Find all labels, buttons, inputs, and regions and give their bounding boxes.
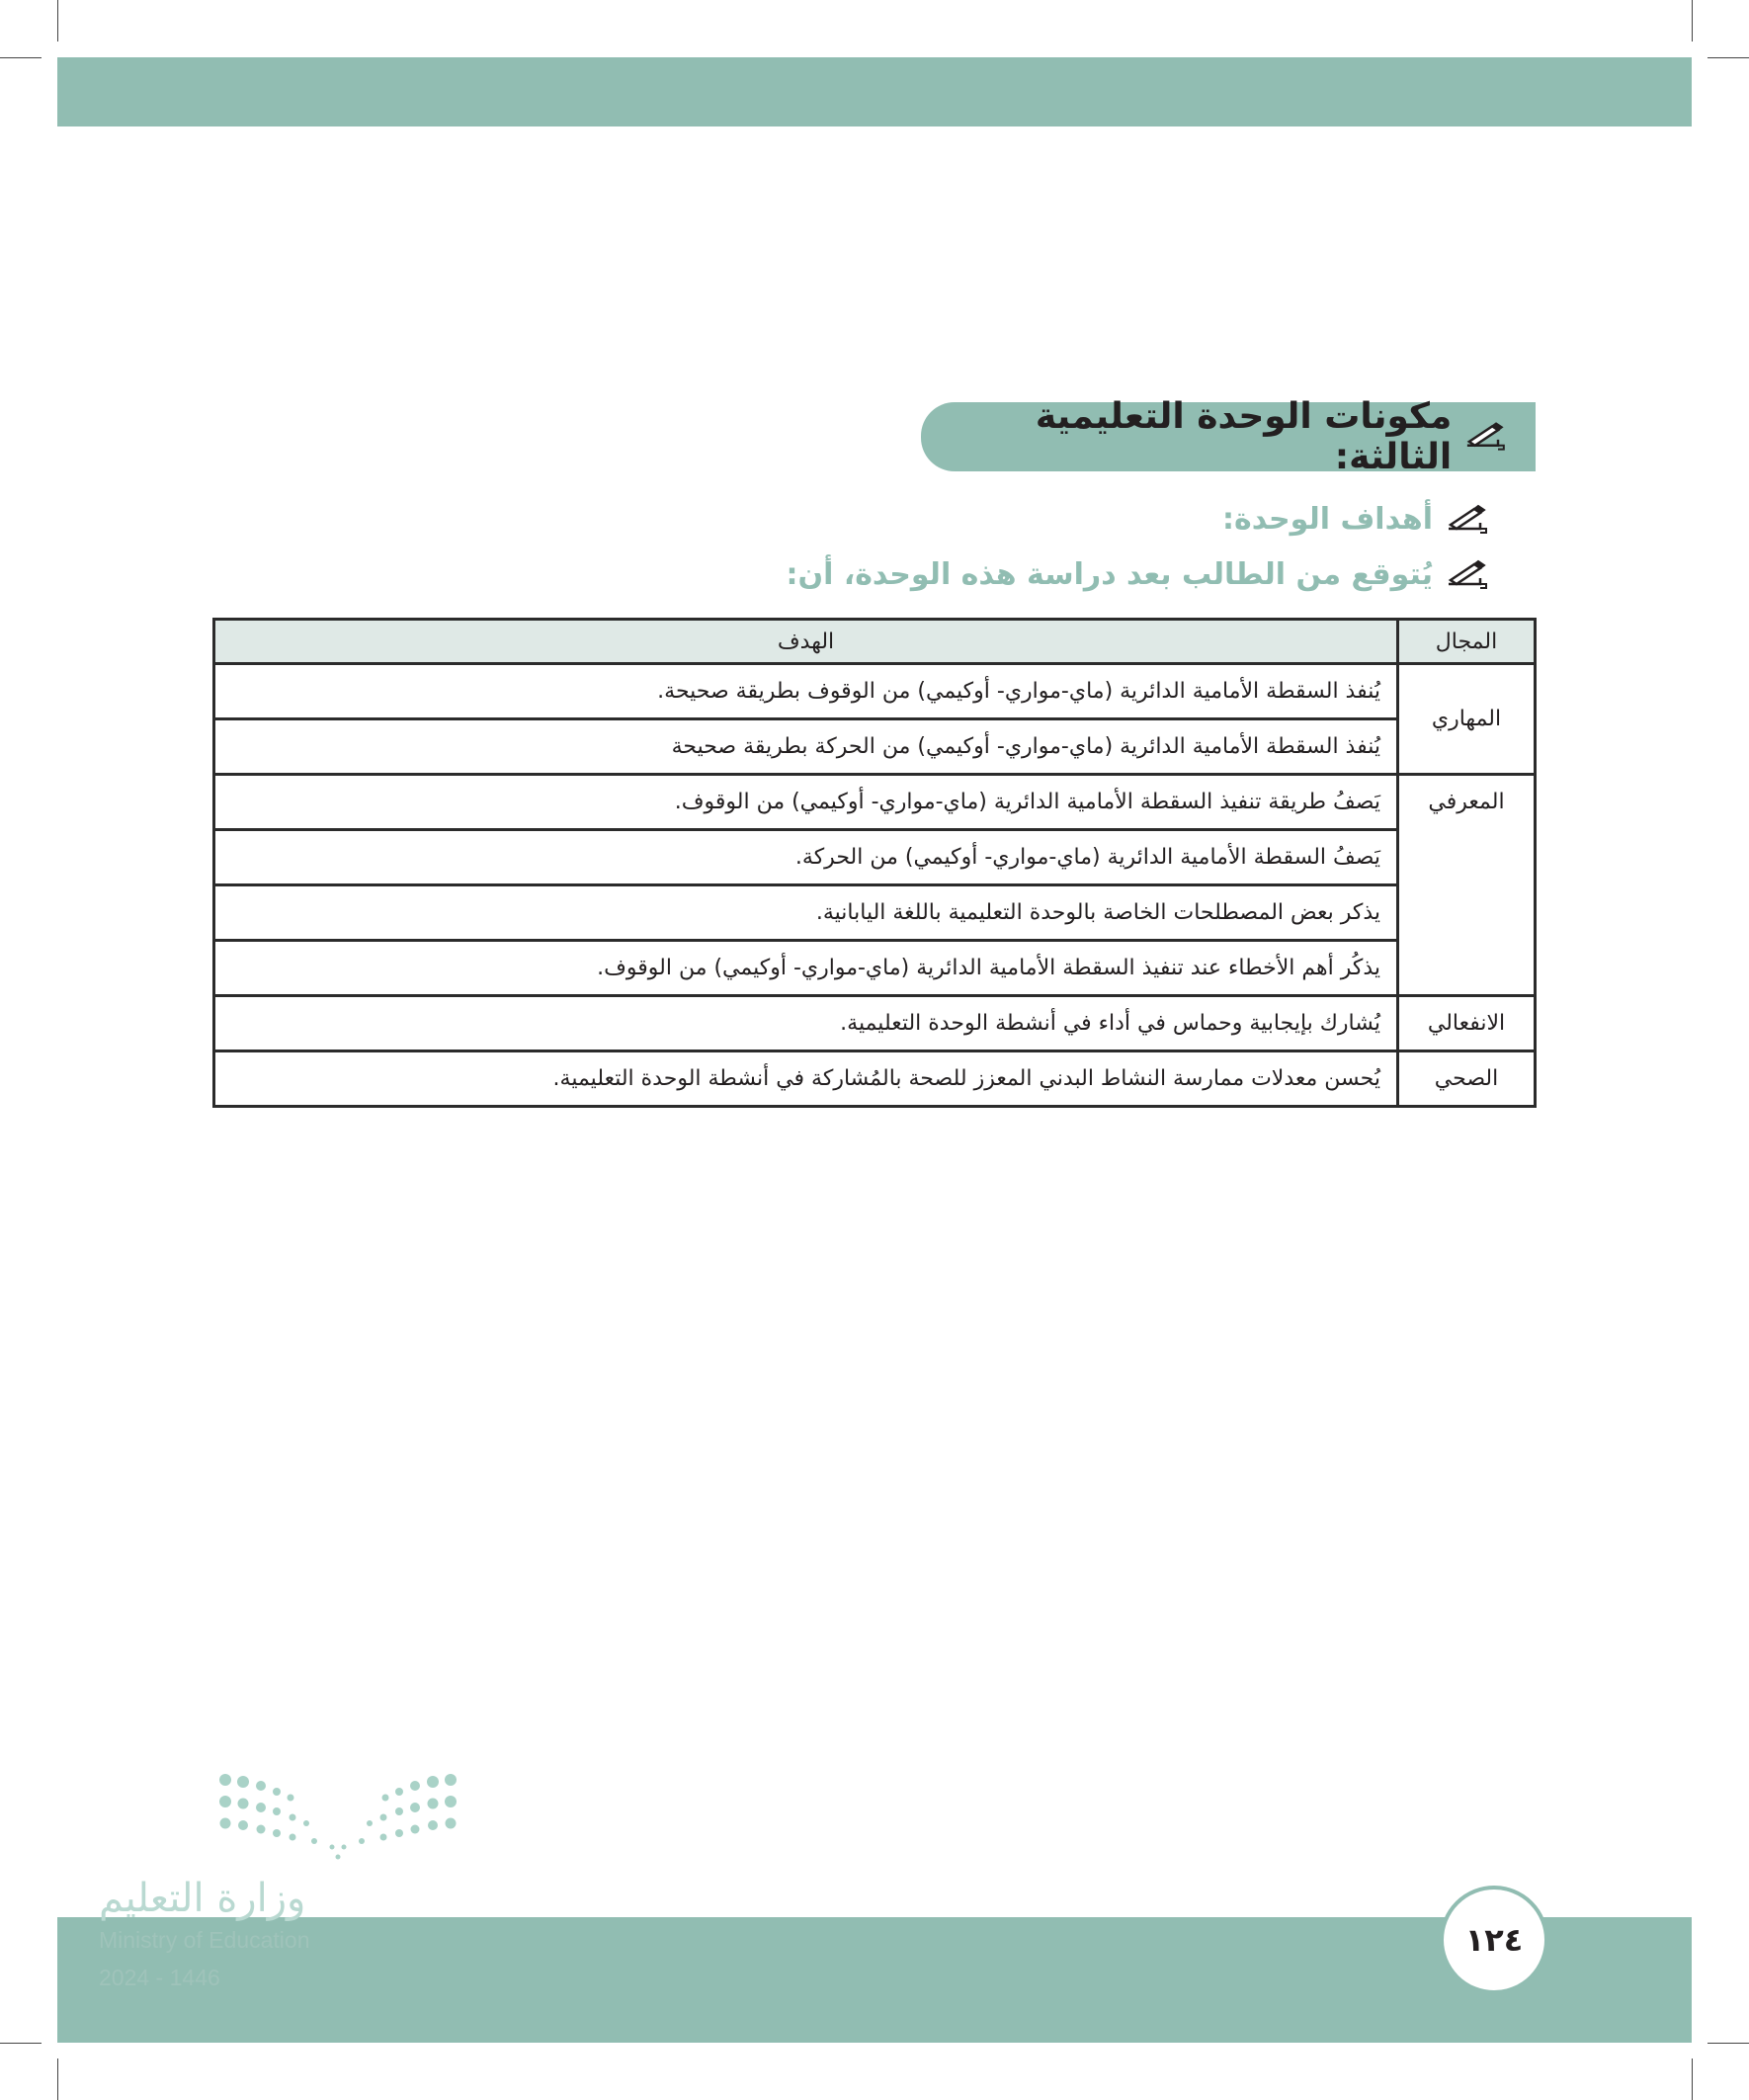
crop-mark bbox=[1692, 2058, 1693, 2100]
page-number: ١٢٤ bbox=[1464, 1921, 1524, 1959]
goals-table bbox=[212, 618, 1537, 1108]
table-row bbox=[214, 885, 1536, 941]
goal-cell: يَصفُ طريقة تنفيذ السقطة الأمامية الدائرية (ماي-مواري- أوكيمي) من الوقوف. bbox=[214, 775, 1398, 830]
unit-components-heading bbox=[921, 396, 1536, 477]
field-cell: الانفعالي bbox=[1398, 996, 1536, 1051]
crop-mark bbox=[1692, 0, 1693, 42]
unit-components-title: مكونات الوحدة التعليمية الثالثة: bbox=[1035, 396, 1453, 477]
table-header-row bbox=[214, 620, 1536, 664]
ministry-logo-english: Ministry of Education bbox=[99, 1927, 310, 1953]
unit-goals-text: أهداف الوحدة: bbox=[1221, 502, 1433, 537]
pen-writing-icon bbox=[1463, 420, 1508, 454]
table-row bbox=[214, 719, 1536, 775]
table-row bbox=[214, 1051, 1536, 1107]
ministry-logo-year: 2024 - 1446 bbox=[99, 1965, 220, 1990]
expectation-heading bbox=[786, 557, 1490, 592]
ministry-logo-dots bbox=[215, 1772, 462, 1861]
expectation-text: يُتوقع من الطالب بعد دراسة هذه الوحدة، أن: bbox=[786, 557, 1433, 592]
crop-mark bbox=[57, 2058, 58, 2100]
goal-cell: يذكر بعض المصطلحات الخاصة بالوحدة التعليمية باللغة اليابانية. bbox=[214, 885, 1398, 941]
table-row bbox=[214, 775, 1536, 830]
column-header-goal: الهدف bbox=[214, 620, 1398, 664]
goal-cell: يَصفُ السقطة الأمامية الدائرية (ماي-مواري- أوكيمي) من الحركة. bbox=[214, 830, 1398, 885]
goal-cell: يُنفذ السقطة الأمامية الدائرية (ماي-مواري- أوكيمي) من الوقوف بطريقة صحيحة. bbox=[214, 664, 1398, 719]
crop-mark bbox=[1707, 57, 1749, 58]
column-header-field: المجال bbox=[1398, 620, 1536, 664]
field-cell: المعرفي bbox=[1398, 775, 1536, 996]
crop-mark bbox=[0, 2043, 42, 2044]
goal-cell: يذكُر أهم الأخطاء عند تنفيذ السقطة الأمامية الدائرية (ماي-مواري- أوكيمي) من الوقوف. bbox=[214, 941, 1398, 996]
field-cell: المهاري bbox=[1398, 664, 1536, 775]
goal-cell: يُشارك بإيجابية وحماس في أداء في أنشطة الوحدة التعليمية. bbox=[214, 996, 1398, 1051]
table-row bbox=[214, 830, 1536, 885]
ministry-logo-arabic: وزارة التعليم bbox=[99, 1876, 306, 1921]
pen-writing-icon bbox=[1445, 503, 1490, 537]
top-color-band bbox=[57, 57, 1692, 126]
crop-mark bbox=[0, 57, 42, 58]
table-row bbox=[214, 996, 1536, 1051]
page-number-badge bbox=[1440, 1886, 1548, 1994]
crop-mark bbox=[1707, 2043, 1749, 2044]
crop-mark bbox=[57, 0, 58, 42]
table-row bbox=[214, 941, 1536, 996]
goal-cell: يُنفذ السقطة الأمامية الدائرية (ماي-مواري- أوكيمي) من الحركة بطريقة صحيحة bbox=[214, 719, 1398, 775]
goal-cell: يُحسن معدلات ممارسة النشاط البدني المعزز للصحة بالمُشاركة في أنشطة الوحدة التعليمية. bbox=[214, 1051, 1398, 1107]
pen-writing-icon bbox=[1445, 558, 1490, 592]
table-row bbox=[214, 664, 1536, 719]
field-cell: الصحي bbox=[1398, 1051, 1536, 1107]
unit-goals-heading bbox=[1222, 502, 1490, 537]
